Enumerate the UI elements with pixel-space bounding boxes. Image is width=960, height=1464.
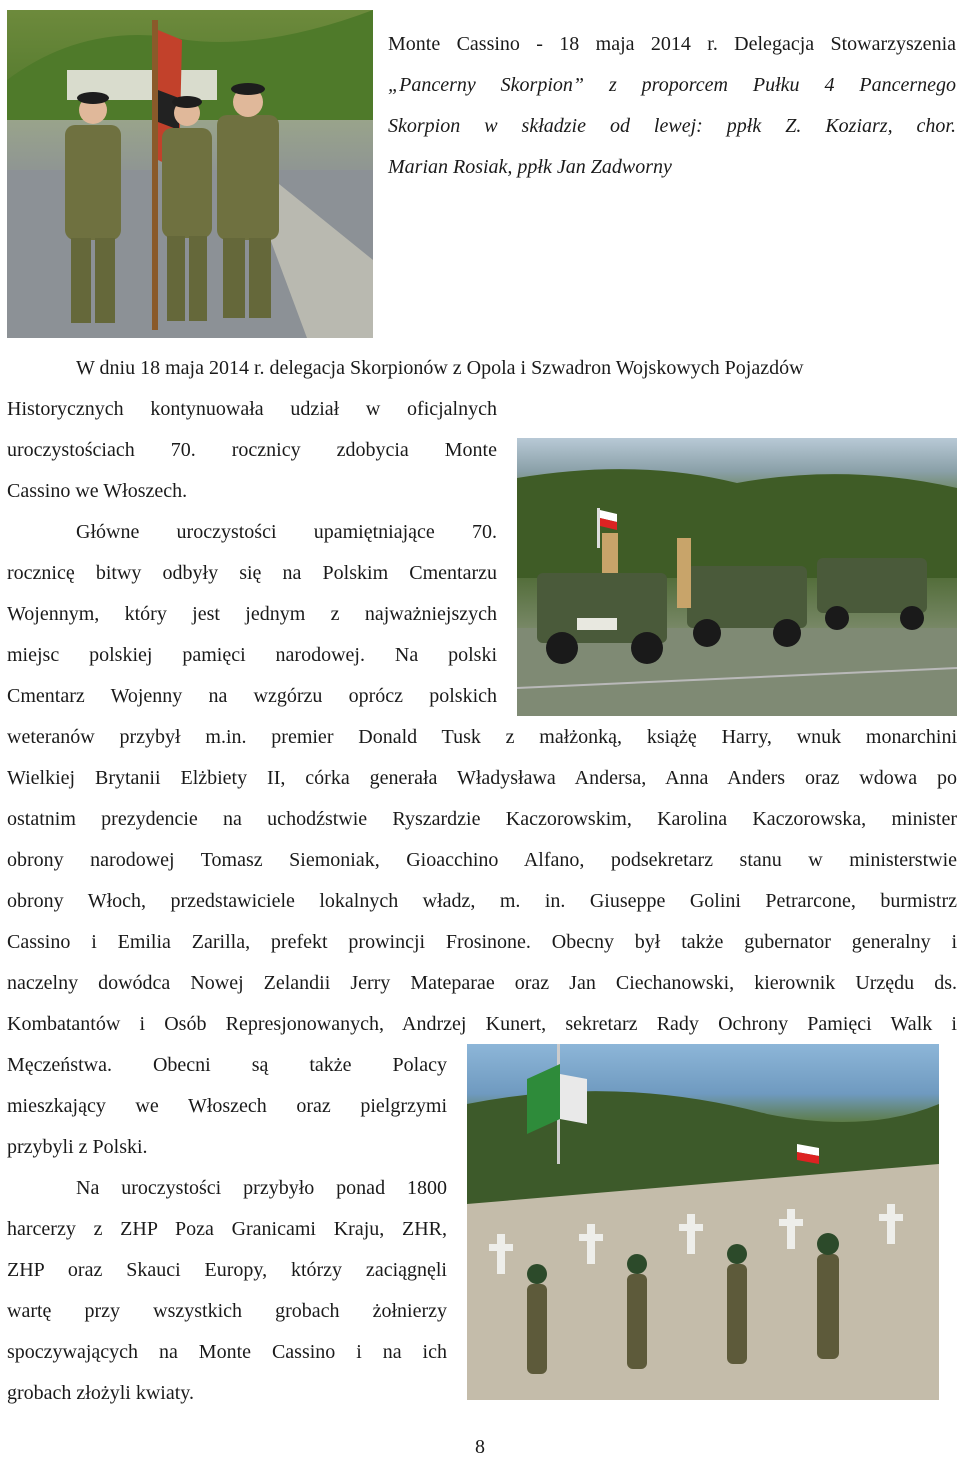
body-line: Wojennym, który jest jednym z najważniejszych	[7, 603, 497, 625]
body-line: obrony narodowej Tomasz Siemoniak, Gioacchino Alfano, podsekretarz stanu w ministerstwie	[7, 849, 957, 871]
body-line: miejsc polskiej pamięci narodowej. Na polski	[7, 644, 497, 666]
body-line: mieszkający we Włoszech oraz pielgrzymi	[7, 1095, 447, 1117]
body-line: Wielkiej Brytanii Elżbiety II, córka generała Władysława Andersa, Anna Anders oraz wdowa po	[7, 767, 957, 789]
military-vehicles-photo	[517, 438, 957, 716]
body-line: Historycznych kontynuowała udział w oficjalnych	[7, 398, 497, 420]
body-line: Cassino i Emilia Zarilla, prefekt prowincji Frosinone. Obecny był także gubernator generalny i	[7, 931, 957, 953]
photo-caption	[388, 24, 956, 188]
officers-delegation-photo	[7, 10, 373, 338]
caption-line: Skorpion w składzie od lewej: ppłk Z. Koziarz, chor.	[388, 115, 956, 137]
body-line: Na uroczystości przybyło ponad 1800	[76, 1177, 447, 1199]
body-line: harcerzy z ZHP Poza Granicami Kraju, ZHR,	[7, 1218, 447, 1240]
body-line: grobach złożyli kwiaty.	[7, 1382, 194, 1404]
body-line: Kombatantów i Osób Represjonowanych, Andrzej Kunert, sekretarz Rady Ochrony Pamięci Walk i	[7, 1013, 957, 1035]
body-line: Cassino we Włoszech.	[7, 480, 188, 502]
officers-photo-art	[7, 10, 373, 338]
body-line: ZHP oraz Skauci Europy, którzy zaciągnęli	[7, 1259, 447, 1281]
cemetery-photo-art	[467, 1044, 939, 1400]
body-line: przybyli z Polski.	[7, 1136, 148, 1158]
caption-line: Monte Cassino - 18 maja 2014 r. Delegacja Stowarzyszenia	[388, 33, 956, 55]
body-line: Cmentarz Wojenny na wzgórzu oprócz polskich	[7, 685, 497, 707]
page-number: 8	[475, 1436, 485, 1458]
body-line: Główne uroczystości upamiętniające 70.	[76, 521, 497, 543]
body-line: ostatnim prezydencie na uchodźstwie Ryszardzie Kaczorowskim, Karolina Kaczorowska, minister	[7, 808, 957, 830]
scouts-cemetery-photo	[467, 1044, 939, 1400]
body-line: weteranów przybył m.in. premier Donald Tusk z małżonką, książę Harry, wnuk monarchini	[7, 726, 957, 748]
body-line: spoczywających na Monte Cassino i na ich	[7, 1341, 447, 1363]
body-line: naczelny dowódca Nowej Zelandii Jerry Mateparae oraz Jan Ciechanowski, kierownik Urzędu ds.	[7, 972, 957, 994]
body-line: uroczystościach 70. rocznicy zdobycia Monte	[7, 439, 497, 461]
caption-line: „Pancerny Skorpion” z proporcem Pułku 4 Pancernego	[388, 74, 956, 96]
body-line: rocznicę bitwy odbyły się na Polskim Cmentarzu	[7, 562, 497, 584]
body-line: Męczeństwa. Obecni są także Polacy	[7, 1054, 447, 1076]
body-line: wartę przy wszystkich grobach żołnierzy	[7, 1300, 447, 1322]
caption-line: Marian Rosiak, ppłk Jan Zadworny	[388, 156, 672, 178]
body-line: obrony Włoch, przedstawiciele lokalnych władz, m. in. Giuseppe Golini Petrarcone, burmistrz	[7, 890, 957, 912]
body-line: W dniu 18 maja 2014 r. delegacja Skorpionów z Opola i Szwadron Wojskowych Pojazdów	[76, 357, 804, 379]
vehicles-photo-art	[517, 438, 957, 716]
